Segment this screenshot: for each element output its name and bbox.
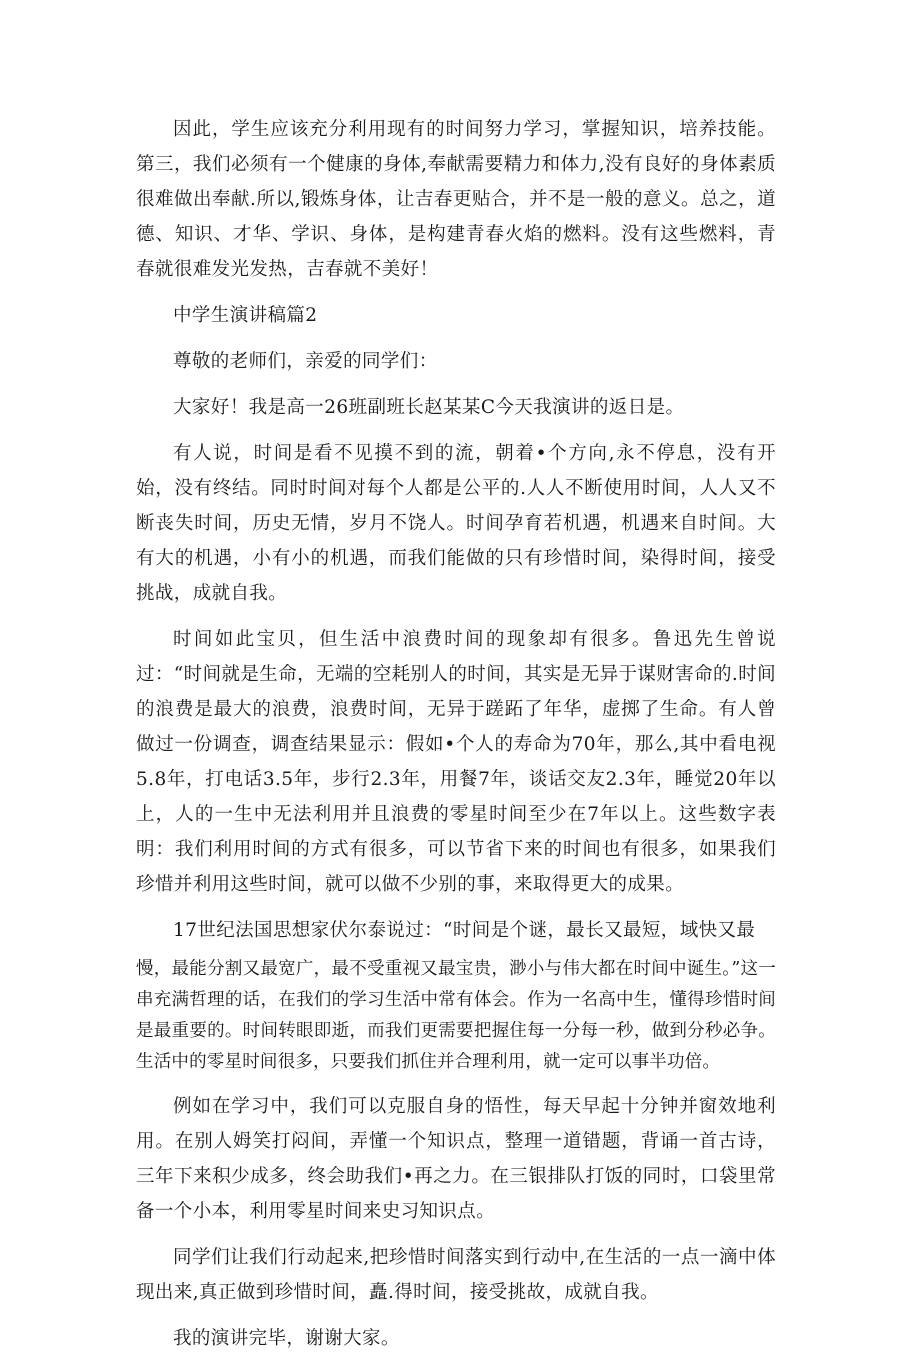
paragraph-body: 慢，最能分割又最宽广，最不受重视又最宝贵，渺小与伟大都在时间中诞生。”这一串充满哲理的话，在我们的学习生活中常有体会。作为一名高中生，懂得珍惜时间是最重要的。时间转眼即逝，而我们更需要把握住每一分每一秒，做到分秒必争。生活中的零星时间很多，只要我们抓住并合理利用，就一定可以事半功倍。	[136, 959, 776, 1072]
paragraph-body: 因此，学生应该充分利用现有的时间努力学习，掌握知识，培养技能。第三，我们必须有一个健康的身体,奉献需要精力和体力,没有良好的身体素质很难做出奉献.所以,锻炼身体，让吉春更贴合，并不是一般的意义。总之，道德、知识、才华、学识、身体，是构建青春火焰的燃料。没有这些燃料，青春就很难发光发热，吉春就不美好！	[136, 119, 776, 280]
section-heading: 中学生演讲稿篇2	[173, 305, 318, 326]
paragraph-body: 同学们让我们行动起来,把珍惜时间落实到行动中,在生活的一点一滴中体现出来,真正做到珍惜时间，矗.得时间，接受挑故，成就自我。	[136, 1247, 776, 1303]
salutation: 尊敬的老师们，亲爱的同学们：	[173, 351, 438, 372]
paragraph-body: 17世纪法国思想家伏尔泰说过：“时间是个谜，最长又最短，域快又最	[173, 920, 756, 941]
paragraph-body: 时间如此宝贝，但生活中浪费时间的现象却有很多。鲁迅先生曾说过：“时间就是生命，无端的空耗别人的时间，其实是无异于谋财害命的.时间的浪费是最大的浪费，浪费时间，无异于蹉跖了年华，虚掷了生命。有人曾做过一份调查，调查结果显示：假如•个人的寿命为70年，那么,其中看电视5.8年，打电话3.5年，步行2.3年，用餐7年，谈话交友2.3年，睡觉20年以上，人的一生中无法利用并且浪费的零星时间至少在7年以上。这些数字表明：我们利用时间的方式有很多，可以节省下来的时间也有很多，如果我们珍惜并利用这些时间，就可以做不少别的事，来取得更大的成果。	[136, 629, 776, 895]
document-body	[136, 112, 776, 1367]
closing-line: 我的演讲完毕，谢谢大家。	[173, 1328, 400, 1349]
greeting-paragraph: 大家好！我是高一26班副班长赵某某C今天我演讲的返日是。	[173, 397, 685, 418]
paragraph-body: 有人说，时间是看不见摸不到的流，朝着•个方向,永不停息，没有开始，没有终结。同时时间对每个人都是公平的.人人不断使用时间，人人又不断丧失时间，历史无情，岁月不饶人。时间孕育若机遇，机遇来自时间。大有大的机遇，小有小的机遇，而我们能做的只有珍惜时间，染得时间，接受挑战，成就自我。	[136, 443, 776, 604]
paragraph-body: 例如在学习中，我们可以克服自身的悟性，每天早起十分钟并窗效地利用。在别人姆笑打闷间，弄懂一个知识点，整理一道错题，背诵一首古诗，三年下来积少成多，终会助我们•再之力。在三银排队打饭的同时，口袋里常备一个小本，利用零星时间来史习知识点。	[136, 1096, 776, 1222]
